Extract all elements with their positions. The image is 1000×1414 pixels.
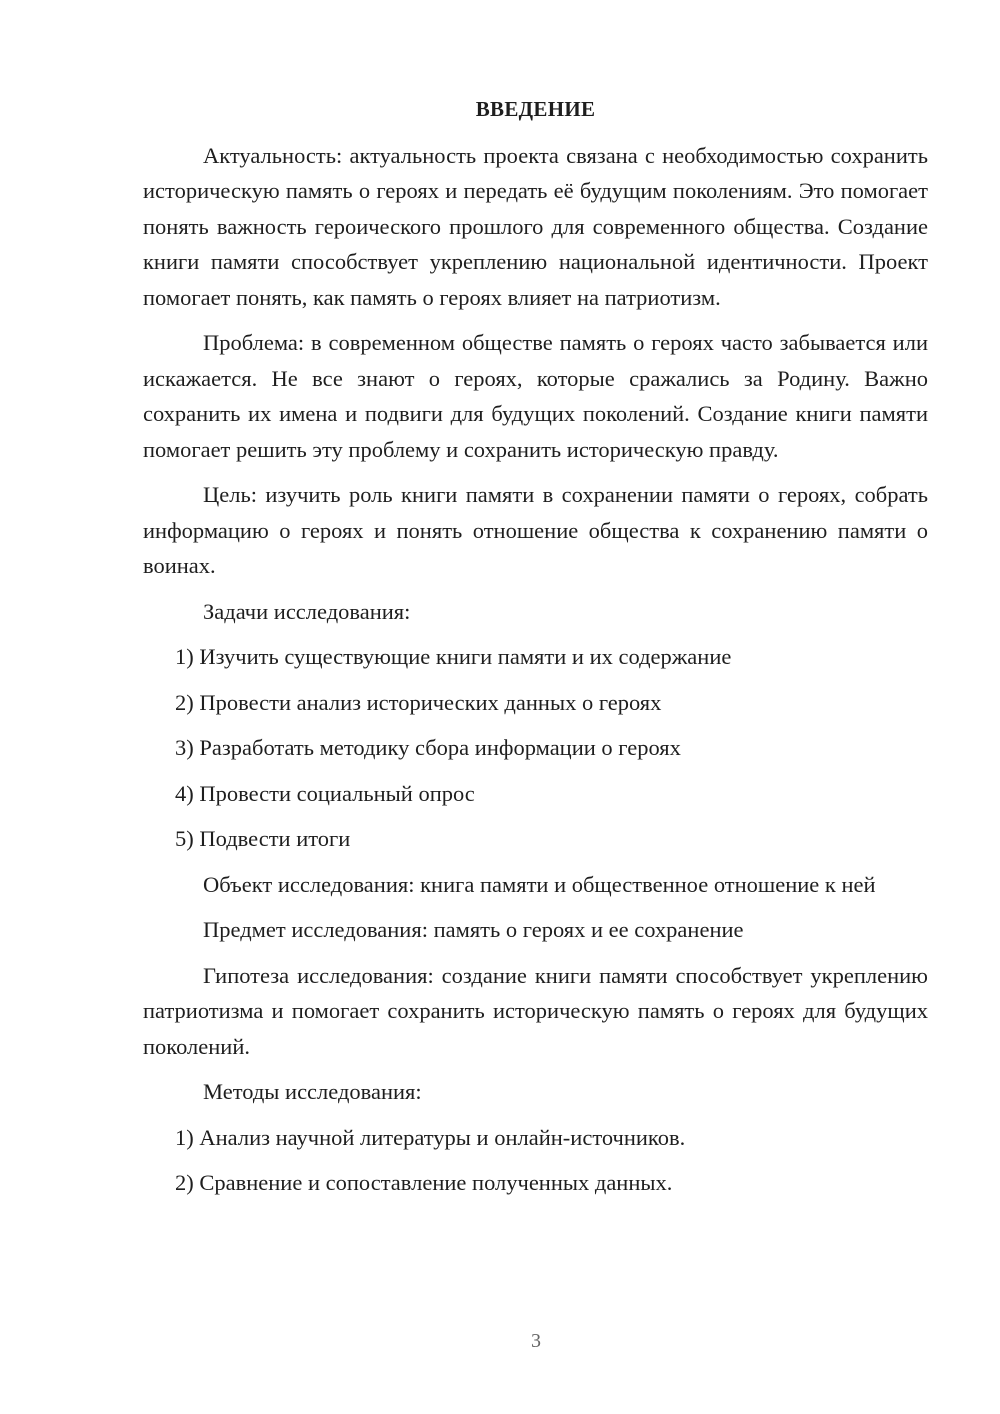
document-page — [143, 92, 928, 1211]
relevance-paragraph: Актуальность: актуальность проекта связана с необходимостью сохранить историческую память о героях и передать её будущим поколениям. Это помогает понять важность героического прошлого для современного общества. Создание книги памяти способствует укреплению национальной идентичности. Проект помогает понять, как память о героях влияет на патриотизм. — [143, 142, 928, 310]
problem-paragraph: Проблема: в современном обществе память о героях часто забывается или искажается. Не все знают о героях, которые сражались за Родину. Важно сохранить их имена и подвиги для будущих поколений. Создание книги памяти помогает решить эту проблему и сохранить историческую правду. — [143, 330, 928, 462]
page-number: 3 — [531, 1330, 541, 1352]
section-title: ВВЕДЕНИЕ — [475, 97, 596, 121]
method-item: 1) Анализ научной литературы и онлайн-источников. — [175, 1124, 686, 1150]
task-item: 5) Подвести итоги — [175, 826, 351, 851]
methods-heading: Методы исследования: — [203, 1079, 422, 1104]
method-item: 2) Сравнение и сопоставление полученных данных. — [175, 1170, 673, 1195]
object-paragraph: Объект исследования: книга памяти и общественное отношение к ней — [203, 871, 876, 897]
hypothesis-paragraph: Гипотеза исследования: создание книги памяти способствует укреплению патриотизма и помогает сохранить историческую память о героях для будущих поколений. — [143, 962, 928, 1059]
task-item: 1) Изучить существующие книги памяти и их содержание — [175, 644, 732, 669]
subject-paragraph: Предмет исследования: память о героях и ее сохранение — [203, 917, 744, 942]
task-item: 2) Провести анализ исторических данных о героях — [175, 689, 662, 715]
goal-paragraph: Цель: изучить роль книги памяти в сохранении памяти о героях, собрать информацию о героях и понять отношение общества к сохранению памяти о воинах. — [143, 482, 928, 578]
task-item: 4) Провести социальный опрос — [175, 780, 475, 806]
tasks-heading: Задачи исследования: — [203, 598, 411, 624]
task-item: 3) Разработать методику сбора информации о героях — [175, 735, 681, 760]
